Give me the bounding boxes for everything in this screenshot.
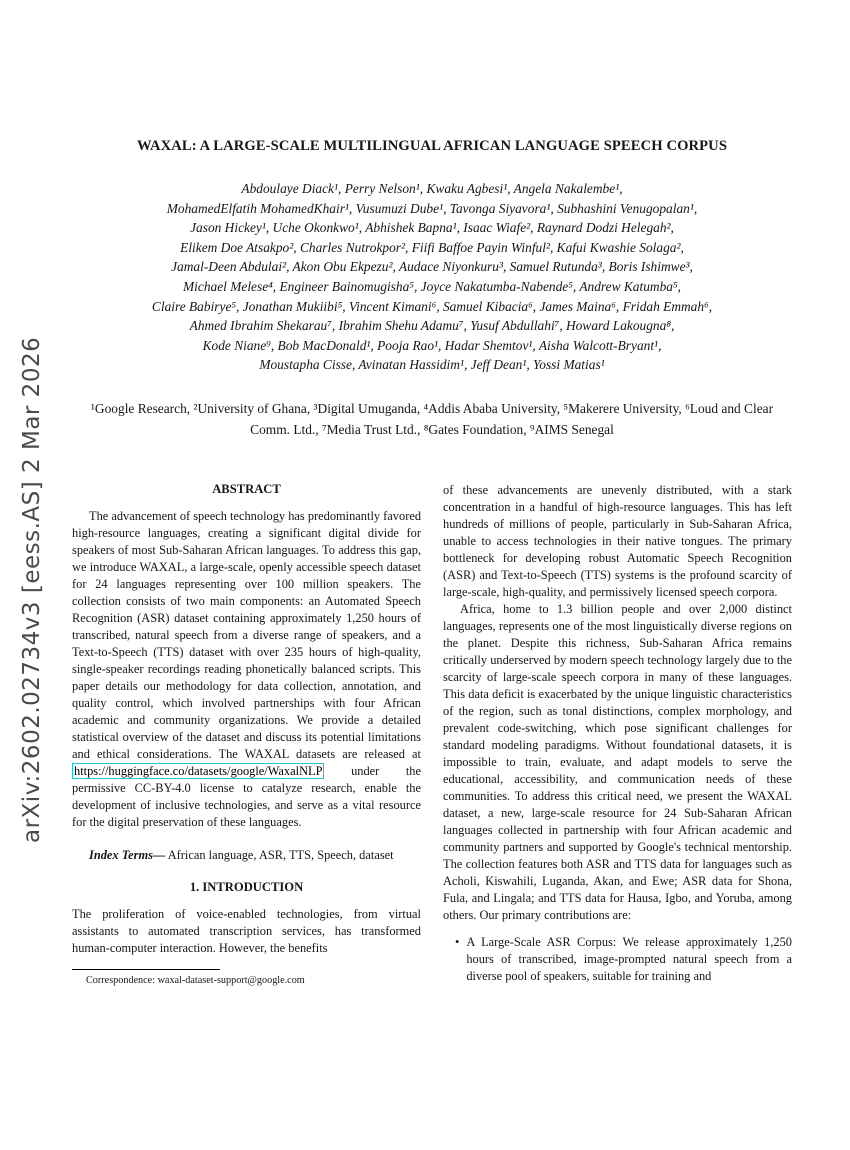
footnote-text: Correspondence: waxal-dataset-support@google.com <box>86 974 305 986</box>
author-line: Claire Babirye⁵, Jonathan Mukiibi⁵, Vincent Kimani⁶, Samuel Kibacia⁶, James Maina⁶, Fridah Emmah⁶, <box>151 298 713 314</box>
author-line: Kode Niane⁹, Bob MacDonald¹, Pooja Rao¹, Hadar Shemtov¹, Aisha Walcott-Bryant¹, <box>202 337 662 353</box>
author-list <box>72 179 792 375</box>
author-line: Jamal-Deen Abdulai², Akon Obu Ekpezu², Audace Niyonkuru³, Samuel Rutunda³, Boris Ishimwe³, <box>171 259 693 275</box>
right-column <box>443 482 792 987</box>
affiliations: ¹Google Research, ²University of Ghana, ³Digital Umuganda, ⁴Addis Ababa University, ⁵Makerere University, ⁶Loud and Clear Comm. Ltd., ⁷Media Trust Ltd., ⁸Gates Foundation, ⁹AIMS Senegal <box>90 400 774 437</box>
index-terms <box>72 847 421 864</box>
author-line: Michael Melese⁴, Engineer Bainomugisha⁵, Joyce Nakatumba-Nabende⁵, Andrew Katumba⁵, <box>183 278 681 294</box>
index-terms-label: Index Terms— <box>89 847 166 862</box>
paper-title: WAXAL: A LARGE-SCALE MULTILINGUAL AFRICAN LANGUAGE SPEECH CORPUS <box>136 138 728 154</box>
abstract-pre-link: The advancement of speech technology has predominantly favored high-resource languages, creating a significant digital divide for speakers of most Sub-Saharan African languages. To address this gap, we introduce WAXAL, a large-scale, openly accessible speech dataset for 24 languages representing over 100 million speakers. The collection consists of two main components: an Automated Speech Recognition (ASR) dataset containing approximately 1,250 hours of transcribed, natural speech from a diverse range of speakers, and a Text-to-Speech (TTS) dataset with over 235 hours of high-quality, single-speaker recordings reading phonetically balanced scripts. This paper details our methodology for data collection, annotation, and quality control, which involved partnerships with four African academic and community organizations. We provide a detailed statistical overview of the dataset and discuss its potential limitations and ethical considerations. The WAXAL datasets are released at <box>72 508 422 761</box>
paper-content <box>72 0 792 987</box>
footnote-rule <box>72 969 220 970</box>
author-line: Elikem Doe Atsakpo², Charles Nutrokpor², Fiifi Baffoe Payin Winful², Kafui Kwashie Solaga², <box>180 239 684 255</box>
abstract-text <box>72 508 421 831</box>
dataset-link[interactable]: https://huggingface.co/datasets/google/WaxalNLP <box>74 763 323 778</box>
author-line: Abdoulaye Diack¹, Perry Nelson¹, Kwaku Agbesi¹, Angela Nakalembe¹, <box>241 181 623 196</box>
author-line: Ahmed Ibrahim Shekarau⁷, Ibrahim Shehu Adamu⁷, Yusuf Abdullahi⁷, Howard Lakougna⁸, <box>189 318 675 334</box>
abstract-post-link: under the permissive CC-BY-4.0 license to catalyze research, enable the development of inclusive technologies, and serve as a vital resource for the digital preservation of these languages. <box>72 763 421 829</box>
abstract-heading: ABSTRACT <box>212 481 281 496</box>
introduction-paragraph: The proliferation of voice-enabled technologies, from virtual assistants to automated transcription services, has transformed human-computer interaction. However, the benefits <box>72 906 421 955</box>
author-line: Jason Hickey¹, Uche Okonkwo¹, Abhishek Bapna¹, Isaac Wiafe², Raynard Dodzi Helegah², <box>190 220 674 236</box>
right-paragraph-1: of these advancements are unevenly distributed, with a stark concentration in a handful of high-resource languages. This has left hundreds of millions of people, particularly in Sub-Saharan Africa, unable to access technologies in their native tongues. The primary bottleneck for developing robust Automatic Speech Recognition (ASR) and Text-to-Speech (TTS) systems is the profound scarcity of large-scale, high-quality, and permissively licensed speech corpora. <box>443 482 792 599</box>
index-terms-text: African language, ASR, TTS, Speech, dataset <box>167 847 394 862</box>
author-line: Moustapha Cisse, Avinatan Hassidim¹, Jeff Dean¹, Yossi Matias¹ <box>259 357 605 373</box>
right-paragraph-2: Africa, home to 1.3 billion people and over 2,000 distinct languages, represents one of the most linguistically diverse regions on the planet. Despite this richness, Sub-Saharan Africa remains critically underserved by modern speech technology largely due to the scarcity of large-scale speech corpora in many of these languages. This data deficit is exacerbated by the unique linguistic characteristics of the region, such as tonal distinctions, complex morphology, and prevalent code-switching, which pose significant challenges for standard modeling paradigms. Without foundational datasets, it is impossible to train, evaluate, and adapt models to serve the educational, accessibility, and communication needs of these communities. To address this critical need, we present the WAXAL dataset, a new, large-scale resource for 24 Sub-Saharan African languages collected in partnership with four African academic and community partners and supported by Google's technical mentorship. The collection features both ASR and TTS data for languages such as Acholi, Kiswahili, Luganda, Akan, and Ewe; ASR data for Shona, Fula, and Lingala; and TTS data for Hausa, Igbo, and Yoruba, among others. Our primary contributions are: <box>443 601 792 922</box>
bullet-icon: • <box>455 934 460 949</box>
author-line: MohamedElfatih MohamedKhair¹, Vusumuzi Dube¹, Tavonga Siyavora¹, Subhashini Venugopalan¹, <box>166 200 698 216</box>
bullet-item <box>443 934 792 985</box>
footnote <box>72 969 421 987</box>
bullet-text: A Large-Scale ASR Corpus: We release approximately 1,250 hours of transcribed, image-prompted natural speech from a diverse pool of speakers, suitable for training and <box>466 934 792 983</box>
two-column-body <box>72 482 792 987</box>
introduction-heading: 1. INTRODUCTION <box>189 879 304 894</box>
left-column <box>72 482 421 987</box>
arxiv-watermark: arXiv:2602.02734v3 [eess.AS] 2 Mar 2026 <box>19 336 45 844</box>
